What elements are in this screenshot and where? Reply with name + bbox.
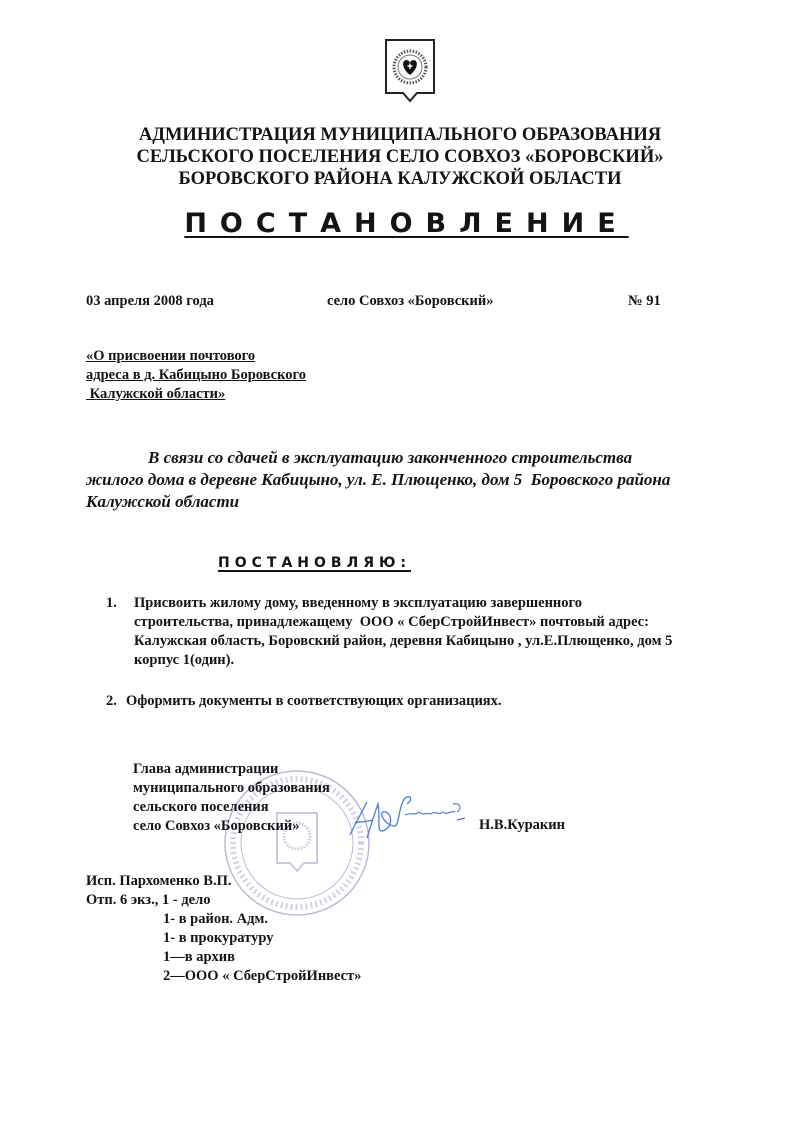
distribution-item: 1—в архив xyxy=(163,949,235,965)
item-line: Калужская область, Боровский район, деревня Кабицыно , ул.Е.Плющенко, дом 5 xyxy=(134,633,673,649)
distribution-item: 1- в прокуратуру xyxy=(163,930,274,946)
document-title xyxy=(0,208,800,239)
item-line: строительства, принадлежащему ООО « СберСтройИнвест» почтовый адрес: xyxy=(134,614,649,630)
header-line: СЕЛЬСКОГО ПОСЕЛЕНИЯ СЕЛО СОВХОЗ «БОРОВСКИЙ» xyxy=(136,147,664,167)
header-line: АДМИНИСТРАЦИЯ МУНИЦИПАЛЬНОГО ОБРАЗОВАНИЯ xyxy=(138,125,662,145)
signature-block xyxy=(133,760,330,836)
distribution-footer xyxy=(86,872,361,986)
subject-line: адреса в д. Кабицыно Боровского xyxy=(86,367,306,383)
preamble-line: Калужской области xyxy=(86,492,240,511)
document-number: № 91 xyxy=(628,293,661,309)
subject-line: Калужской области» xyxy=(86,386,226,402)
preamble xyxy=(86,447,766,513)
document-date: 03 апреля 2008 года xyxy=(86,293,214,309)
header-line: БОРОВСКОГО РАЙОНА КАЛУЖСКОЙ ОБЛАСТИ xyxy=(178,169,622,189)
signatory-title-line: муниципального образования xyxy=(133,780,330,796)
item-line: корпус 1(один). xyxy=(134,652,235,668)
item-line: Присвоить жилому дому, введенному в эксплуатацию завершенного xyxy=(134,595,583,611)
subject-line: «О присвоении почтового xyxy=(86,348,256,364)
signatory-title-line: сельского поселения xyxy=(133,799,269,815)
item-number: 2. xyxy=(106,693,117,709)
preamble-line: жилого дома в деревне Кабицыно, ул. Е. Плющенко, дом 5 Боровского района xyxy=(86,470,671,489)
document-subject xyxy=(86,347,306,404)
document-place: село Совхоз «Боровский» xyxy=(327,293,494,309)
decree-items xyxy=(106,594,672,711)
decree-heading: ПОСТАНОВЛЯЮ: xyxy=(218,555,412,571)
item-number: 1. xyxy=(106,595,117,611)
document-title-text: ПОСТАНОВЛЕНИЕ xyxy=(184,208,629,239)
signer-name: Н.В.Куракин xyxy=(479,817,565,833)
coat-of-arms-icon xyxy=(383,37,437,111)
signatory-title-line: село Совхоз «Боровский» xyxy=(133,818,300,834)
handwritten-signature-icon xyxy=(345,790,475,845)
organization-header xyxy=(0,124,800,190)
copies-count: Отп. 6 экз., 1 - дело xyxy=(86,892,211,908)
preamble-line: В связи со сдачей в эксплуатацию законченного строительства xyxy=(148,448,633,467)
signatory-title-line: Глава администрации xyxy=(133,761,279,777)
item-line: Оформить документы в соответствующих организациях. xyxy=(126,693,502,709)
decree-item xyxy=(106,594,672,670)
distribution-item: 1- в район. Адм. xyxy=(163,911,268,927)
executor: Исп. Пархоменко В.П. xyxy=(86,873,232,889)
distribution-item: 2—ООО « СберСтройИнвест» xyxy=(163,968,362,984)
decree-item xyxy=(106,692,672,711)
